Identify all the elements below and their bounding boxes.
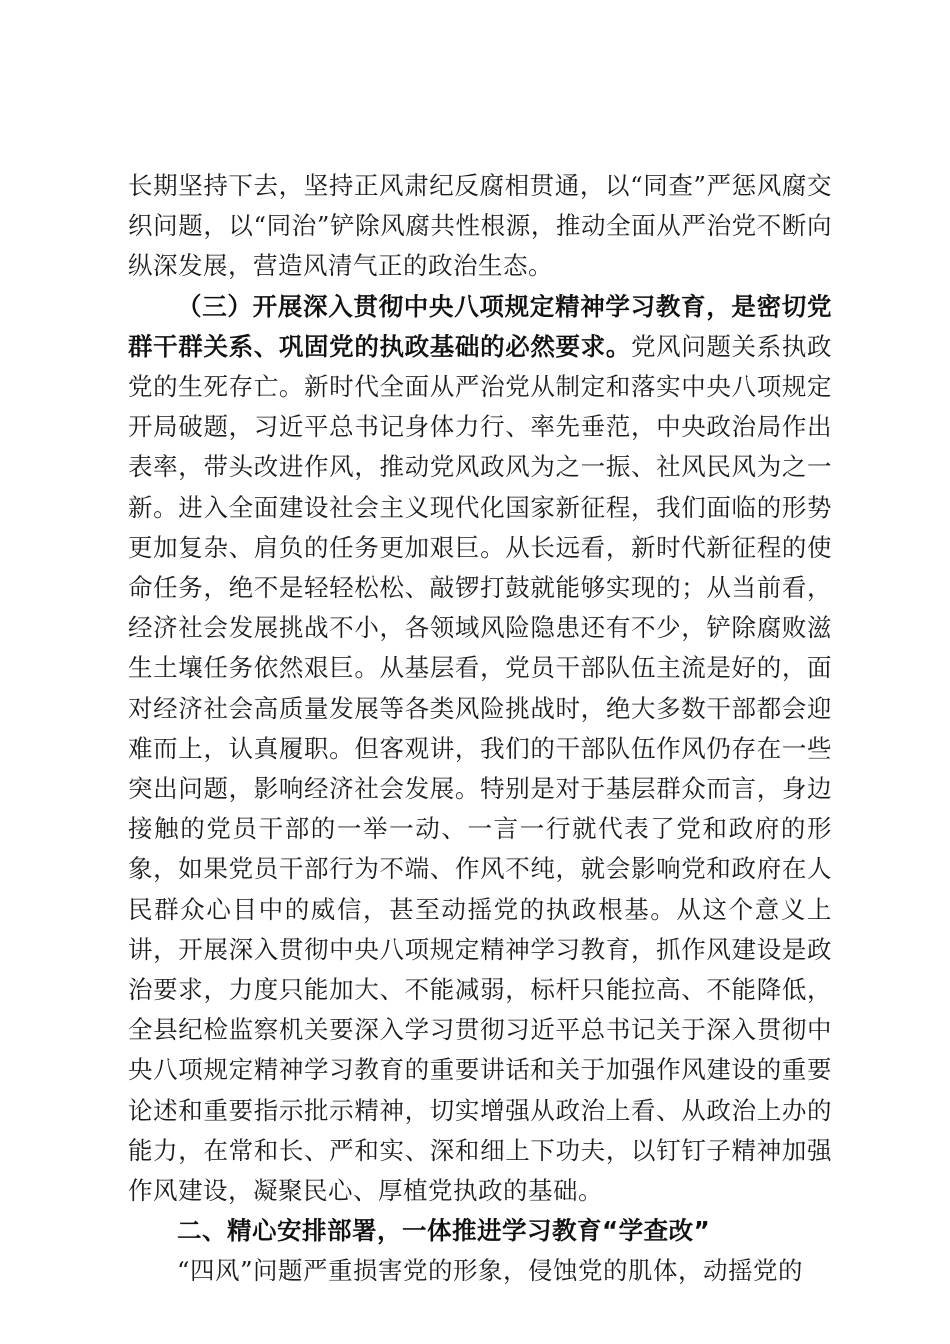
section-heading-two: 二、精心安排部署，一体推进学习教育“学查改” <box>177 1216 711 1246</box>
paragraph-four-winds: “四风”问题严重损害党的形象，侵蚀党的肌体，动摇党的 <box>177 1256 804 1286</box>
section-three-bold-lead: （三）开展深入贯彻中央八项规定精神学习教育，是密切党群干群关系、巩固党的执政基础的必然要求。 <box>128 291 832 361</box>
paragraph-section-three <box>128 287 832 1212</box>
document-body <box>128 166 832 1292</box>
paragraph-continuation: 长期坚持下去，坚持正风肃纪反腐相贯通，以“同查”严惩风腐交织问题，以“同治”铲除风腐共性根源，推动全面从严治党不断向纵深发展，营造风清气正的政治生态。 <box>128 171 832 281</box>
section-three-body-text: 党风问题关系执政党的生死存亡。新时代全面从严治党从制定和落实中央八项规定开局破题，习近平总书记身体力行、率先垂范，中央政治局作出表率，带头改进作风，推动党风政风为之一振、社风民风为之一新。进入全面建设社会主义现代化国家新征程，我们面临的形势更加复杂、肩负的任务更加艰巨。从长远看，新时代新征程的使命任务，绝不是轻轻松松、敲锣打鼓就能够实现的；从当前看，经济社会发展挑战不小，各领域风险隐患还有不少，铲除腐败滋生土壤任务依然艰巨。从基层看，党员干部队伍主流是好的，面对经济社会高质量发展等各类风险挑战时，绝大多数干部都会迎难而上，认真履职。但客观讲，我们的干部队伍作风仍存在一些突出问题，影响经济社会发展。特别是对于基层群众而言，身边接触的党员干部的一举一动、一言一行就代表了党和政府的形象，如果党员干部行为不端、作风不纯，就会影响党和政府在人民群众心目中的威信，甚至动摇党的执政根基。从这个意义上讲，开展深入贯彻中央八项规定精神学习教育，抓作风建设是政治要求，力度只能加大、不能减弱，标杆只能拉高、不能降低，全县纪检监察机关要深入学习贯彻习近平总书记关于深入贯彻中央八项规定精神学习教育的重要讲话和关于加强作风建设的重要论述和重要指示批示精神，切实增强从政治上看、从政治上办的能力，在常和长、严和实、深和细上下功夫，以钉钉子精神加强作风建设，凝聚民心、厚植党执政的基础。 <box>128 331 833 1206</box>
